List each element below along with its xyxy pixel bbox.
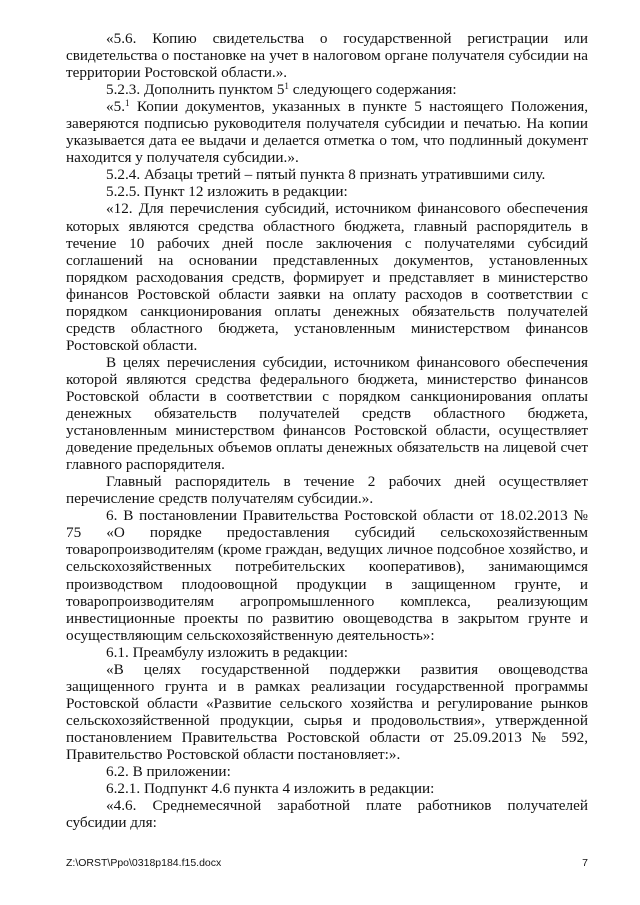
paragraph-6: 6. В постановлении Правительства Ростовской области от 18.02.2013 № 75 «О порядке предоставления субсидий сельскохозяйственным товаропроизводителям (кроме граждан, ведущих личное подсобное хозяйство, и сельскохозяйственных потребительских кооперативов), занимающимся производством плодоовощной продукции в защищенном грунте, и товаропроизводителям агропромышленного комплекса, реализующим инвестиционные проекты по развитию овощеводства в закрытом грунте и осуществляющим сельскохозяйственную деятельность»: bbox=[66, 507, 588, 644]
paragraph-text: 5.2.3. Дополнить пунктом 5 bbox=[106, 81, 285, 99]
paragraph-chief-administrator: Главный распорядитель в течение 2 рабочих дней осуществляет перечисление средств получателям субсидии.». bbox=[66, 473, 588, 508]
paragraph-12: «12. Для перечисления субсидий, источником финансового обеспечения которых являются средства областного бюджета, главный распорядитель в течение 10 рабочих дней после заключения с получателями субсидий соглашений на основании представленных документов, установленных порядком расходования средств, формирует и представляет в министерство финансов Ростовской области заявки на оплату расходов в соответствии с порядком санкционирования оплаты денежных обязательств получателей средств областного бюджета, установленным министерством финансов Ростовской области. bbox=[66, 200, 588, 354]
superscript-index: 1 bbox=[124, 98, 130, 109]
paragraph-6-2-1: 6.2.1. Подпункт 4.6 пункта 4 изложить в редакции: bbox=[106, 780, 435, 798]
paragraph-5-6: «5.6. Копию свидетельства о государственной регистрации или свидетельства о постановке на учет в налоговом органе получателя субсидии на территории Ростовской области.». bbox=[66, 30, 588, 82]
page-number: 7 bbox=[582, 857, 588, 869]
superscript-index: 1 bbox=[284, 81, 289, 92]
paragraph-preamble: «В целях государственной поддержки развития овощеводства защищенного грунта и в рамках реализации государственной программы Ростовской области «Развитие сельского хозяйства и регулирование рынков сельскохозяйственной продукции, сырья и продовольствия», утвержденной постановлением Правительства Ростовской области от 25.09.2013 № 592, Правительство Ростовской области постановляет:». bbox=[66, 660, 588, 763]
paragraph-5-1 bbox=[66, 98, 588, 166]
paragraph-5-2-3 bbox=[66, 81, 588, 98]
paragraph-5-2-4: 5.2.4. Абзацы третий – пятый пункта 8 признать утратившими силу. bbox=[106, 166, 546, 184]
paragraph-text: «5. bbox=[106, 98, 125, 116]
paragraph-federal-budget: В целях перечисления субсидии, источником финансового обеспечения которой являются средства федерального бюджета, министерство финансов Ростовской области в соответствии с порядком санкционирования оплаты денежных обязательств получателей средств областного бюджета, установленным министерством финансов Ростовской области, осуществляет доведение предельных объемов оплаты денежных обязательств на лицевой счет главного распорядителя. bbox=[66, 353, 588, 474]
paragraph-text: Копии документов, указанных в пункте 5 настоящего Положения, заверяются подписью руководителя получателя субсидии и печатью. На копии указывается дата ее выдачи и делается отметка о том, что подлинный документ находится у получателя субсидии.». bbox=[66, 98, 588, 167]
paragraph-6-2: 6.2. В приложении: bbox=[106, 763, 231, 781]
file-path: Z:\ORST\Ppo\0318p184.f15.docx bbox=[66, 857, 222, 869]
paragraph-4-6: «4.6. Среднемесячной заработной плате работников получателей субсидии для: bbox=[66, 797, 588, 832]
paragraph-text: следующего содержания: bbox=[288, 81, 457, 99]
paragraph-6-1: 6.1. Преамбулу изложить в редакции: bbox=[106, 643, 348, 661]
paragraph-5-2-5: 5.2.5. Пункт 12 изложить в редакции: bbox=[106, 183, 348, 201]
document-body bbox=[66, 30, 588, 831]
